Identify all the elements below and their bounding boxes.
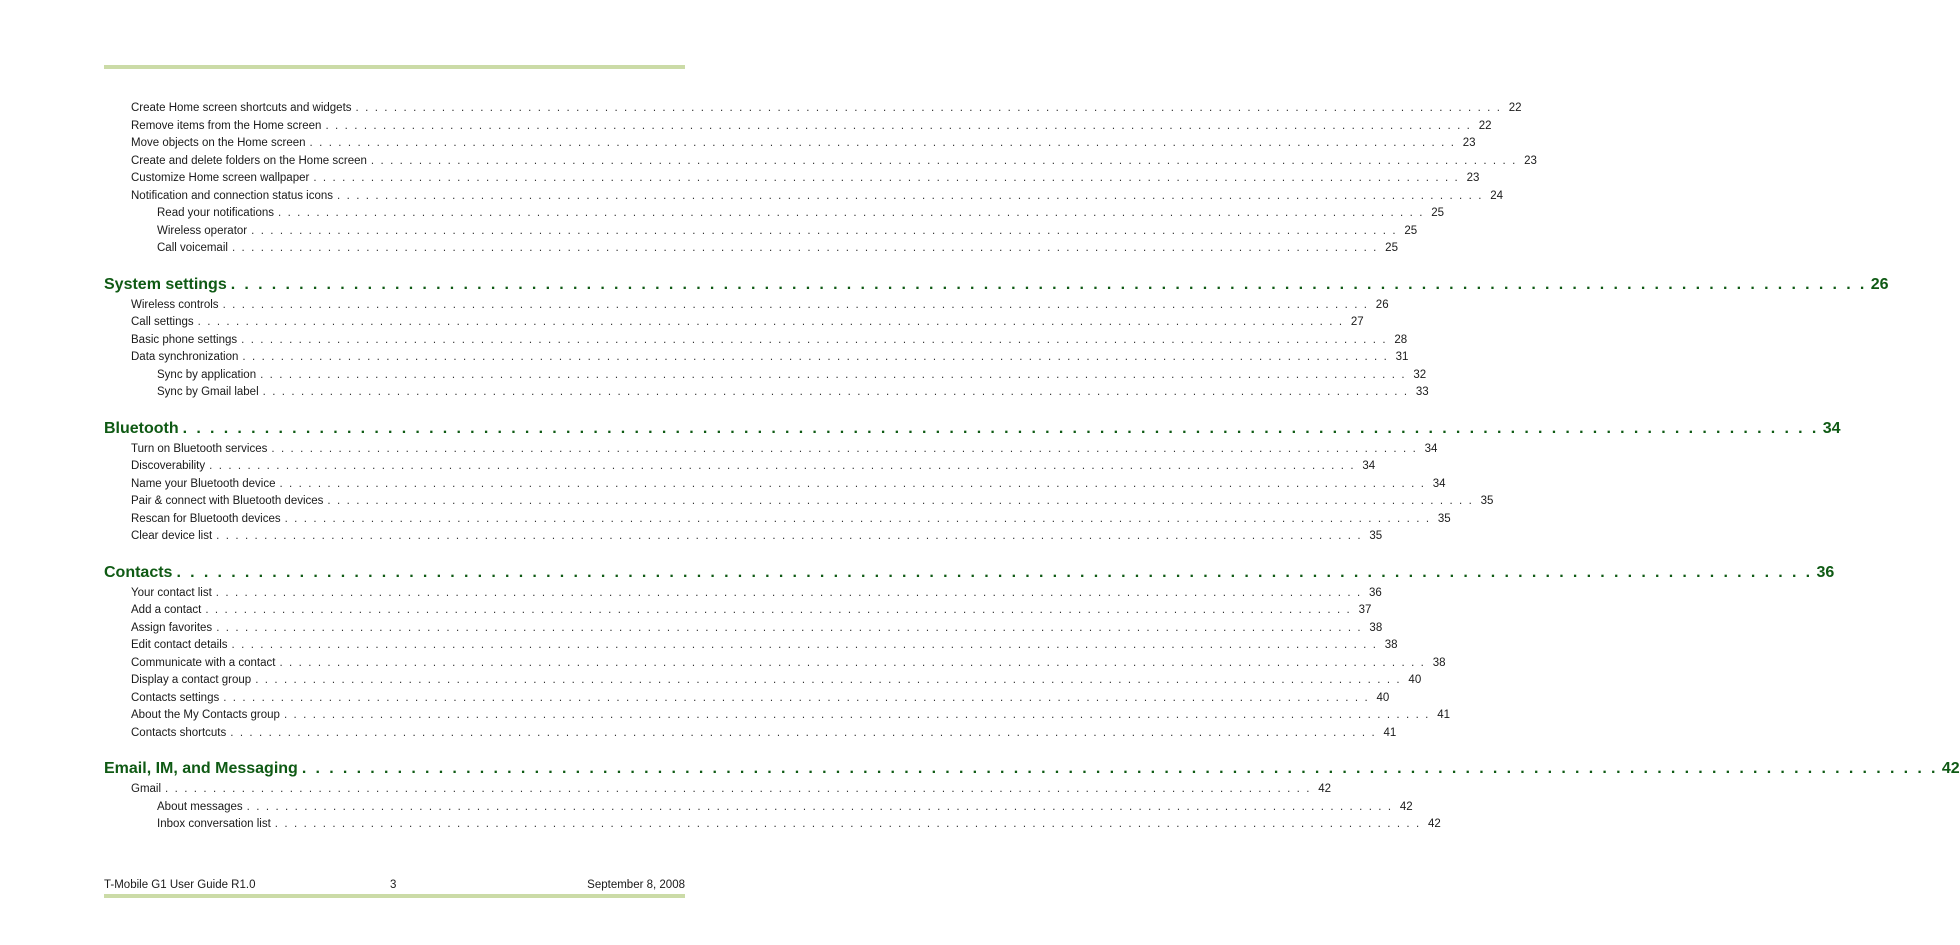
toc-dot-leader: . . . . . . . . . . . . . . . . . . . . . . . . . . . . . . . . . . . . . . . . . . . . . . . . . . . . . . . . . . . . . . . . . . . . . . . . . . . . . . . . . . . . . . . . . . . . . . . . . . . . . . . . . . . . . . . . . . . . . . . . (176, 563, 1813, 581)
toc-entry-label: Clear device list (131, 530, 213, 542)
toc-entry[interactable] (104, 170, 1480, 188)
toc-entry-label: Display a contact group (131, 674, 252, 686)
toc-dot-leader: . . . . . . . . . . . . . . . . . . . . . . . . . . . . . . . . . . . . . . . . . . . . . . . . . . . . . . . . . . . . . . . . . . . . . . . . . . . . . . . . . . . . . . . . . . . . . . . . . . . . . . . . . . . . . . . . . . . . . . . . (284, 512, 1431, 525)
toc-dot-leader: . . . . . . . . . . . . . . . . . . . . . . . . . . . . . . . . . . . . . . . . . . . . . . . . . . . . . . . . . . . . . . . . . . . . . . . . . . . . . . . . . . . . . . . . . . . . . . . . . . . . . . . . . . . . . . . . . . . . . . . . (197, 316, 1344, 328)
toc-page-number: 31 (1395, 351, 1409, 363)
toc-entry[interactable] (104, 135, 1476, 153)
toc-entry-label: Call settings (131, 316, 194, 328)
toc-page-number: 23 (1462, 137, 1476, 149)
toc-subentry[interactable] (104, 384, 1429, 402)
toc-entry-label: Basic phone settings (131, 333, 238, 346)
toc-dot-leader: . . . . . . . . . . . . . . . . . . . . . . . . . . . . . . . . . . . . . . . . . . . . . . . . . . . . . . . . . . . . . . . . . . . . . . . . . . . . . . . . . . . . . . . . . . . . . . . . . . . . . . . . . . . . . . . . . . . . . . . . (223, 691, 1370, 704)
toc-dot-leader: . . . . . . . . . . . . . . . . . . . . . . . . . . . . . . . . . . . . . . . . . . . . . . . . . . . . . . . . . . . . . . . . . . . . . . . . . . . . . . . . . . . . . . . . . . . . . . . . . . . . . . . . . . . . . . . . . . . . . . . . (309, 137, 1456, 149)
toc-entry-label: Add a contact (131, 604, 202, 616)
toc-dot-leader: . . . . . . . . . . . . . . . . . . . . . . . . . . . . . . . . . . . . . . . . . . . . . . . . . . . . . . . . . . . . . . . . . . . . . . . . . . . . . . . . . . . . . . . . . . . . . . . . . . . . . . . . . . . . . . . . . . . . . . . . (241, 333, 1388, 346)
toc-dot-leader: . . . . . . . . . . . . . . . . . . . . . . . . . . . . . . . . . . . . . . . . . . . . . . . . . . . . . . . . . . . . . . . . . . . . . . . . . . . . . . . . . . . . . . . . . . . . . . . . . . . . . . . . . . . . . . . . . . . . . . . . (327, 495, 1474, 507)
toc-entry-label: Wireless operator (157, 224, 248, 237)
toc-dot-leader: . . . . . . . . . . . . . . . . . . . . . . . . . . . . . . . . . . . . . . . . . . . . . . . . . . . . . . . . . . . . . . . . . . . . . . . . . . . . . . . . . . . . . . . . . . . . . . . . . . . . . . . . . . . . . . . . . . . . . . . . (271, 442, 1418, 455)
toc-entry-label: Bluetooth (104, 419, 179, 437)
footer-page-number: 3 (390, 879, 397, 891)
toc-entry[interactable] (104, 476, 1446, 494)
toc-dot-leader: . . . . . . . . . . . . . . . . . . . . . . . . . . . . . . . . . . . . . . . . . . . . . . . . . . . . . . . . . . . . . . . . . . . . . . . . . . . . . . . . . . . . . . . . . . . . . . . . . . . . . . . . . . . . . . . . . . . . . . . . (242, 351, 1389, 363)
toc-dot-leader: . . . . . . . . . . . . . . . . . . . . . . . . . . . . . . . . . . . . . . . . . . . . . . . . . . . . . . . . . . . . . . . . . . . . . . . . . . . . . . . . . . . . . . . . . . . . . . . . . . . . . . . . . . . . . . . . . . . . . . . . (355, 102, 1502, 114)
toc-entry-label: Email, IM, and Messaging (104, 760, 298, 777)
footer-document-title: T-Mobile G1 User Guide R1.0 (104, 879, 256, 891)
toc-entry-label: Create and delete folders on the Home screen (131, 154, 367, 167)
toc-page-number: 34 (1822, 419, 1841, 437)
toc-entry-label: System settings (104, 275, 227, 293)
toc-entry-label: Rescan for Bluetooth devices (131, 512, 281, 525)
toc-page-number: 34 (1432, 477, 1446, 490)
toc-page-number: 38 (1432, 656, 1446, 669)
toc-dot-leader: . . . . . . . . . . . . . . . . . . . . . . . . . . . . . . . . . . . . . . . . . . . . . . . . . . . . . . . . . . . . . . . . . . . . . . . . . . . . . . . . . . . . . . . . . . . . . . . . . . . . . . . . . . . . . . . . . . . . . . . . (246, 800, 1393, 813)
toc-subentry[interactable] (104, 367, 1427, 385)
toc-entry-label: Communicate with a contact (131, 656, 276, 669)
toc-section-heading[interactable] (104, 418, 1841, 440)
toc-page-number: 35 (1437, 512, 1451, 525)
toc-page-number: 41 (1437, 709, 1450, 721)
toc-page-number: 42 (1428, 818, 1441, 830)
toc-dot-leader: . . . . . . . . . . . . . . . . . . . . . . . . . . . . . . . . . . . . . . . . . . . . . . . . . . . . . . . . . . . . . . . . . . . . . . . . . . . . . . . . . . . . . . . . . . . . . . . . . . . . . . . . . . . . . . . . . . . . . . . . (370, 154, 1517, 167)
toc-entry-label: Sync by application (157, 368, 257, 381)
toc-dot-leader: . . . . . . . . . . . . . . . . . . . . . . . . . . . . . . . . . . . . . . . . . . . . . . . . . . . . . . . . . . . . . . . . . . . . . . . . . . . . . . . . . . . . . . . . . . . . . . . . . . . . . . . . . . . . . . . . . . . . . . . . (205, 604, 1352, 616)
toc-entry-label: Remove items from the Home screen (131, 119, 322, 132)
toc-entry[interactable] (104, 672, 1422, 690)
toc-dot-leader: . . . . . . . . . . . . . . . . . . . . . . . . . . . . . . . . . . . . . . . . . . . . . . . . . . . . . . . . . . . . . . . . . . . . . . . . . . . . . . . . . . . . . . . . . . . . . . . . . . . . . . . . . . . . . . . . . . . . . . . . (231, 242, 1378, 254)
toc-entry[interactable] (104, 332, 1408, 350)
toc-entry-label: Move objects on the Home screen (131, 137, 306, 149)
toc-dot-leader: . . . . . . . . . . . . . . . . . . . . . . . . . . . . . . . . . . . . . . . . . . . . . . . . . . . . . . . . . . . . . . . . . . . . . . . . . . . . . . . . . . . . . . . . . . . . . . . . . . . . . . . . . . . . . . . . . . . . . . . . (215, 586, 1362, 599)
toc-dot-leader: . . . . . . . . . . . . . . . . . . . . . . . . . . . . . . . . . . . . . . . . . . . . . . . . . . . . . . . . . . . . . . . . . . . . . . . . . . . . . . . . . . . . . . . . . . . . . . . . . . . . . . . . . . . . . . . . . . . . . . . . (165, 783, 1312, 795)
toc-page-number: 42 (1318, 783, 1332, 795)
toc-entry-label: Edit contact details (131, 639, 228, 651)
toc-dot-leader: . . . . . . . . . . . . . . . . . . . . . . . . . . . . . . . . . . . . . . . . . . . . . . . . . . . . . . . . . . . . . . . . . . . . . . . . . . . . . . . . . . . . . . . . . . . . . . . . . . . . . . . . . . . . . . . . . . . . . . . . (251, 224, 1398, 237)
toc-dot-leader: . . . . . . . . . . . . . . . . . . . . . . . . . . . . . . . . . . . . . . . . . . . . . . . . . . . . . . . . . . . . . . . . . . . . . . . . . . . . . . . . . . . . . . . . . . . . . . . . . . . . . . . . . . . . . . . . . . . . . . . . (222, 298, 1369, 311)
toc-dot-leader: . . . . . . . . . . . . . . . . . . . . . . . . . . . . . . . . . . . . . . . . . . . . . . . . . . . . . . . . . . . . . . . . . . . . . . . . . . . . . . . . . . . . . . . . . . . . . . . . . . . . . . . . . . . . . . . . . . . . . . . . (231, 639, 1378, 651)
toc-page-number: 25 (1431, 207, 1445, 219)
toc-entry-label: Contacts (104, 563, 173, 581)
toc-page-number: 28 (1394, 333, 1408, 346)
toc-subentry[interactable] (104, 205, 1445, 223)
toc-entry[interactable] (104, 100, 1522, 118)
toc-entry[interactable] (104, 655, 1446, 673)
toc-entry-label: Assign favorites (131, 621, 213, 634)
toc-page-number: 22 (1478, 119, 1492, 132)
toc-page-number: 27 (1350, 316, 1364, 328)
toc-subentry[interactable] (104, 816, 1441, 834)
toc-entry-label: Call voicemail (157, 242, 228, 254)
toc-page-number: 23 (1524, 154, 1537, 167)
toc-entry[interactable] (104, 441, 1438, 459)
toc-entry-label: Wireless controls (131, 298, 219, 311)
toc-dot-leader: . . . . . . . . . . . . . . . . . . . . . . . . . . . . . . . . . . . . . . . . . . . . . . . . . . . . . . . . . . . . . . . . . . . . . . . . . . . . . . . . . . . . . . . . . . . . . . . . . . . . . . . . . . . . . . . . . . . . . . . . (277, 207, 1425, 219)
toc-entry-label: Your contact list (131, 586, 212, 599)
toc-subentry[interactable] (104, 223, 1418, 241)
toc-entry-label: Pair & connect with Bluetooth devices (131, 495, 324, 507)
table-of-contents (104, 100, 1960, 834)
toc-entry[interactable] (104, 725, 1397, 743)
toc-page-number: 38 (1384, 639, 1398, 651)
footer-date: September 8, 2008 (587, 879, 685, 891)
toc-entry-label: Data synchronization (131, 351, 239, 363)
toc-entry[interactable] (104, 118, 1492, 136)
toc-entry[interactable] (104, 349, 1409, 367)
toc-section-heading[interactable] (104, 758, 1960, 780)
toc-entry-label: Name your Bluetooth device (131, 477, 276, 490)
page-footer (104, 877, 685, 893)
toc-entry[interactable] (104, 314, 1364, 332)
toc-dot-leader: . . . . . . . . . . . . . . . . . . . . . . . . . . . . . . . . . . . . . . . . . . . . . . . . . . . . . . . . . . . . . . . . . . . . . . . . . . . . . . . . . . . . . . . . . . . . . . . . . . . . . . . . . . . . . . . . . . . . . . . . (337, 189, 1484, 202)
toc-dot-leader: . . . . . . . . . . . . . . . . . . . . . . . . . . . . . . . . . . . . . . . . . . . . . . . . . . . . . . . . . . . . . . . . . . . . . . . . . . . . . . . . . . . . . . . . . . . . . . . . . . . . . . . . . . . . . . . . . . . . . . . . (279, 477, 1426, 490)
toc-entry-label: Inbox conversation list (157, 818, 271, 830)
toc-page-number: 34 (1362, 460, 1376, 472)
toc-entry[interactable] (104, 707, 1450, 725)
toc-page-number: 42 (1941, 760, 1960, 777)
toc-entry[interactable] (104, 153, 1537, 171)
toc-entry-label: Contacts shortcuts (131, 726, 227, 739)
toc-page-number: 36 (1816, 563, 1835, 581)
footer-rule (104, 894, 685, 898)
toc-page-number: 35 (1369, 530, 1383, 542)
toc-page-number: 37 (1358, 604, 1372, 616)
toc-page-number: 34 (1424, 442, 1438, 455)
toc-entry[interactable] (104, 511, 1451, 529)
toc-entry[interactable] (104, 637, 1398, 655)
toc-dot-leader: . . . . . . . . . . . . . . . . . . . . . . . . . . . . . . . . . . . . . . . . . . . . . . . . . . . . . . . . . . . . . . . . . . . . . . . . . . . . . . . . . . . . . . . . . . . . . . . . . . . . . . . . . . . . . . . . . . . . . . . . (230, 726, 1377, 739)
toc-page-number: 38 (1369, 621, 1383, 634)
toc-entry[interactable] (104, 188, 1504, 206)
toc-entry-label: About the My Contacts group (131, 709, 280, 721)
toc-dot-leader: . . . . . . . . . . . . . . . . . . . . . . . . . . . . . . . . . . . . . . . . . . . . . . . . . . . . . . . . . . . . . . . . . . . . . . . . . . . . . . . . . . . . . . . . . . . . . . . . . . . . . . . . . . . . . . . . . . . . . . . . (230, 275, 1867, 293)
toc-entry-label: Discoverability (131, 460, 206, 472)
toc-dot-leader: . . . . . . . . . . . . . . . . . . . . . . . . . . . . . . . . . . . . . . . . . . . . . . . . . . . . . . . . . . . . . . . . . . . . . . . . . . . . . . . . . . . . . . . . . . . . . . . . . . . . . . . . . . . . . . . . . . . . . . . . (274, 818, 1421, 830)
toc-entry[interactable] (104, 781, 1332, 799)
toc-page-number: 25 (1404, 224, 1418, 237)
toc-entry[interactable] (104, 585, 1382, 603)
toc-dot-leader: . . . . . . . . . . . . . . . . . . . . . . . . . . . . . . . . . . . . . . . . . . . . . . . . . . . . . . . . . . . . . . . . . . . . . . . . . . . . . . . . . . . . . . . . . . . . . . . . . . . . . . . . . . . . . . . . . . . . . . . . (182, 419, 1819, 437)
toc-dot-leader: . . . . . . . . . . . . . . . . . . . . . . . . . . . . . . . . . . . . . . . . . . . . . . . . . . . . . . . . . . . . . . . . . . . . . . . . . . . . . . . . . . . . . . . . . . . . . . . . . . . . . . . . . . . . . . . . . . . . . . . . (216, 621, 1363, 634)
toc-entry[interactable] (104, 528, 1383, 546)
toc-page-number: 35 (1480, 495, 1494, 507)
header-rule (104, 65, 685, 69)
toc-dot-leader: . . . . . . . . . . . . . . . . . . . . . . . . . . . . . . . . . . . . . . . . . . . . . . . . . . . . . . . . . . . . . . . . . . . . . . . . . . . . . . . . . . . . . . . . . . . . . . . . . . . . . . . . . . . . . . . . . . . . . . . . (209, 460, 1356, 472)
toc-dot-leader: . . . . . . . . . . . . . . . . . . . . . . . . . . . . . . . . . . . . . . . . . . . . . . . . . . . . . . . . . . . . . . . . . . . . . . . . . . . . . . . . . . . . . . . . . . . . . . . . . . . . . . . . . . . . . . . . . . . . . . . . (279, 656, 1426, 669)
toc-entry[interactable] (104, 620, 1383, 638)
toc-page-number: 40 (1408, 674, 1422, 686)
toc-section-heading[interactable] (104, 562, 1835, 584)
toc-page-number: 40 (1376, 691, 1390, 704)
toc-entry-label: Contacts settings (131, 691, 220, 704)
toc-page-number: 42 (1399, 800, 1413, 813)
toc-entry[interactable] (104, 690, 1390, 708)
toc-page-number: 33 (1415, 386, 1429, 398)
toc-entry[interactable] (104, 297, 1389, 315)
toc-dot-leader: . . . . . . . . . . . . . . . . . . . . . . . . . . . . . . . . . . . . . . . . . . . . . . . . . . . . . . . . . . . . . . . . . . . . . . . . . . . . . . . . . . . . . . . . . . . . . . . . . . . . . . . . . . . . . . . . . . . . . . . . (262, 386, 1409, 398)
toc-entry[interactable] (104, 458, 1376, 476)
toc-page-number: 26 (1375, 298, 1389, 311)
toc-page-number: 26 (1870, 275, 1889, 293)
toc-dot-leader: . . . . . . . . . . . . . . . . . . . . . . . . . . . . . . . . . . . . . . . . . . . . . . . . . . . . . . . . . . . . . . . . . . . . . . . . . . . . . . . . . . . . . . . . . . . . . . . . . . . . . . . . . . . . . . . . . . . . . . . . (301, 760, 1938, 777)
toc-dot-leader: . . . . . . . . . . . . . . . . . . . . . . . . . . . . . . . . . . . . . . . . . . . . . . . . . . . . . . . . . . . . . . . . . . . . . . . . . . . . . . . . . . . . . . . . . . . . . . . . . . . . . . . . . . . . . . . . . . . . . . . . (283, 709, 1430, 721)
toc-page-number: 24 (1490, 189, 1504, 202)
toc-page-number: 25 (1385, 242, 1398, 254)
toc-dot-leader: . . . . . . . . . . . . . . . . . . . . . . . . . . . . . . . . . . . . . . . . . . . . . . . . . . . . . . . . . . . . . . . . . . . . . . . . . . . . . . . . . . . . . . . . . . . . . . . . . . . . . . . . . . . . . . . . . . . . . . . . (313, 172, 1460, 184)
toc-dot-leader: . . . . . . . . . . . . . . . . . . . . . . . . . . . . . . . . . . . . . . . . . . . . . . . . . . . . . . . . . . . . . . . . . . . . . . . . . . . . . . . . . . . . . . . . . . . . . . . . . . . . . . . . . . . . . . . . . . . . . . . . (255, 674, 1402, 686)
toc-entry-label: Read your notifications (157, 207, 274, 219)
toc-page-number: 36 (1369, 586, 1382, 599)
toc-dot-leader: . . . . . . . . . . . . . . . . . . . . . . . . . . . . . . . . . . . . . . . . . . . . . . . . . . . . . . . . . . . . . . . . . . . . . . . . . . . . . . . . . . . . . . . . . . . . . . . . . . . . . . . . . . . . . . . . . . . . . . . . (325, 119, 1472, 132)
toc-dot-leader: . . . . . . . . . . . . . . . . . . . . . . . . . . . . . . . . . . . . . . . . . . . . . . . . . . . . . . . . . . . . . . . . . . . . . . . . . . . . . . . . . . . . . . . . . . . . . . . . . . . . . . . . . . . . . . . . . . . . . . . . (260, 368, 1407, 381)
toc-entry-label: Sync by Gmail label (157, 386, 259, 398)
toc-page-number: 22 (1508, 102, 1522, 114)
toc-entry-label: Turn on Bluetooth services (131, 442, 268, 455)
toc-entry-label: Customize Home screen wallpaper (131, 172, 310, 184)
toc-entry-label: Gmail (131, 783, 162, 795)
toc-dot-leader: . . . . . . . . . . . . . . . . . . . . . . . . . . . . . . . . . . . . . . . . . . . . . . . . . . . . . . . . . . . . . . . . . . . . . . . . . . . . . . . . . . . . . . . . . . . . . . . . . . . . . . . . . . . . . . . . . . . . . . . . (216, 530, 1363, 542)
toc-page-number: 41 (1383, 726, 1397, 739)
toc-page-number: 23 (1466, 172, 1480, 184)
toc-entry-label: About messages (157, 800, 243, 813)
toc-entry[interactable] (104, 602, 1372, 620)
toc-section-heading[interactable] (104, 274, 1889, 296)
toc-entry[interactable] (104, 493, 1494, 511)
toc-subentry[interactable] (104, 240, 1398, 258)
toc-page-number: 32 (1413, 368, 1427, 381)
toc-entry-label: Create Home screen shortcuts and widgets (131, 102, 352, 114)
toc-entry-label: Notification and connection status icons (131, 189, 334, 202)
toc-subentry[interactable] (104, 799, 1413, 817)
